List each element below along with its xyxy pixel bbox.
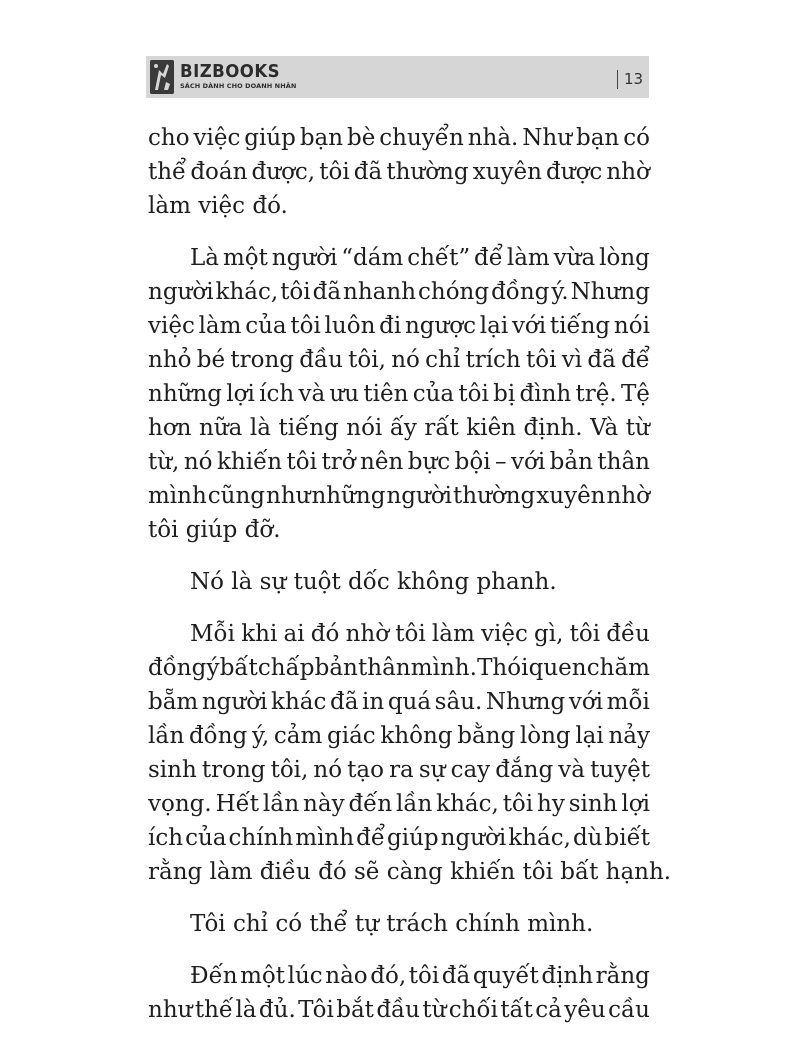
text-line: người khác, tôi đã nhanh chóng đồng ý. Nhưng — [148, 279, 650, 305]
text-line: lần đồng ý, cảm giác không bằng lòng lại nảy — [148, 723, 650, 749]
text-line: tôi giúp đỡ. — [148, 517, 281, 543]
text-line: những lợi ích và ưu tiên của tôi bị đình trệ. Tệ — [148, 381, 650, 407]
text-line: Mỗi khi ai đó nhờ tôi làm việc gì, tôi đều — [190, 621, 650, 647]
page-number-divider — [617, 70, 618, 89]
text-line: hơn nữa là tiếng nói ấy rất kiên định. Và từ — [148, 415, 650, 441]
page-number: 13 — [624, 70, 644, 88]
text-line: đồng ý bất chấp bản thân mình. Thói quen chăm — [148, 655, 650, 681]
brand-tagline: SÁCH DÀNH CHO DOANH NHÂN — [180, 82, 297, 90]
text-line: thể đoán được, tôi đã thường xuyên được nhờ — [148, 159, 650, 185]
text-line: mình cũng như những người thường xuyên nhờ — [148, 483, 650, 509]
text-line: Đến một lúc nào đó, tôi đã quyết định rằng — [190, 963, 650, 989]
text-line: cho việc giúp bạn bè chuyển nhà. Như bạn có — [148, 125, 650, 151]
bizbooks-logo — [150, 59, 296, 95]
text-line: từ, nó khiến tôi trở nên bực bội – với bản thân — [148, 449, 650, 475]
text-line: Là một người “dám chết” để làm vừa lòng — [190, 245, 650, 271]
page-body — [148, 121, 672, 1027]
brand-name: BIZBOOKS — [180, 61, 281, 82]
text-line: vọng. Hết lần này đến lần khác, tôi hy sinh lợi — [148, 791, 650, 817]
text-line: Tôi chỉ có thể tự trách chính mình. — [190, 911, 594, 937]
text-line: nhỏ bé trong đầu tôi, nó chỉ trích tôi vì đã để — [148, 347, 650, 373]
running-header — [146, 56, 649, 98]
text-line: như thế là đủ. Tôi bắt đầu từ chối tất cả yêu cầu — [148, 997, 650, 1023]
text-line: làm việc đó. — [148, 193, 288, 219]
text-line: sinh trong tôi, nó tạo ra sự cay đắng và tuyệt — [148, 757, 650, 783]
text-line: Nó là sự tuột dốc không phanh. — [190, 569, 557, 595]
bizbooks-emblem-icon — [150, 60, 174, 94]
text-line: việc làm của tôi luôn đi ngược lại với tiếng nói — [148, 313, 650, 339]
text-line: ích của chính mình để giúp người khác, dù biết — [148, 825, 650, 851]
text-line: rằng làm điều đó sẽ càng khiến tôi bất hạnh. — [148, 859, 672, 885]
text-line: bẵm người khác đã in quá sâu. Nhưng với mỗi — [148, 689, 650, 715]
